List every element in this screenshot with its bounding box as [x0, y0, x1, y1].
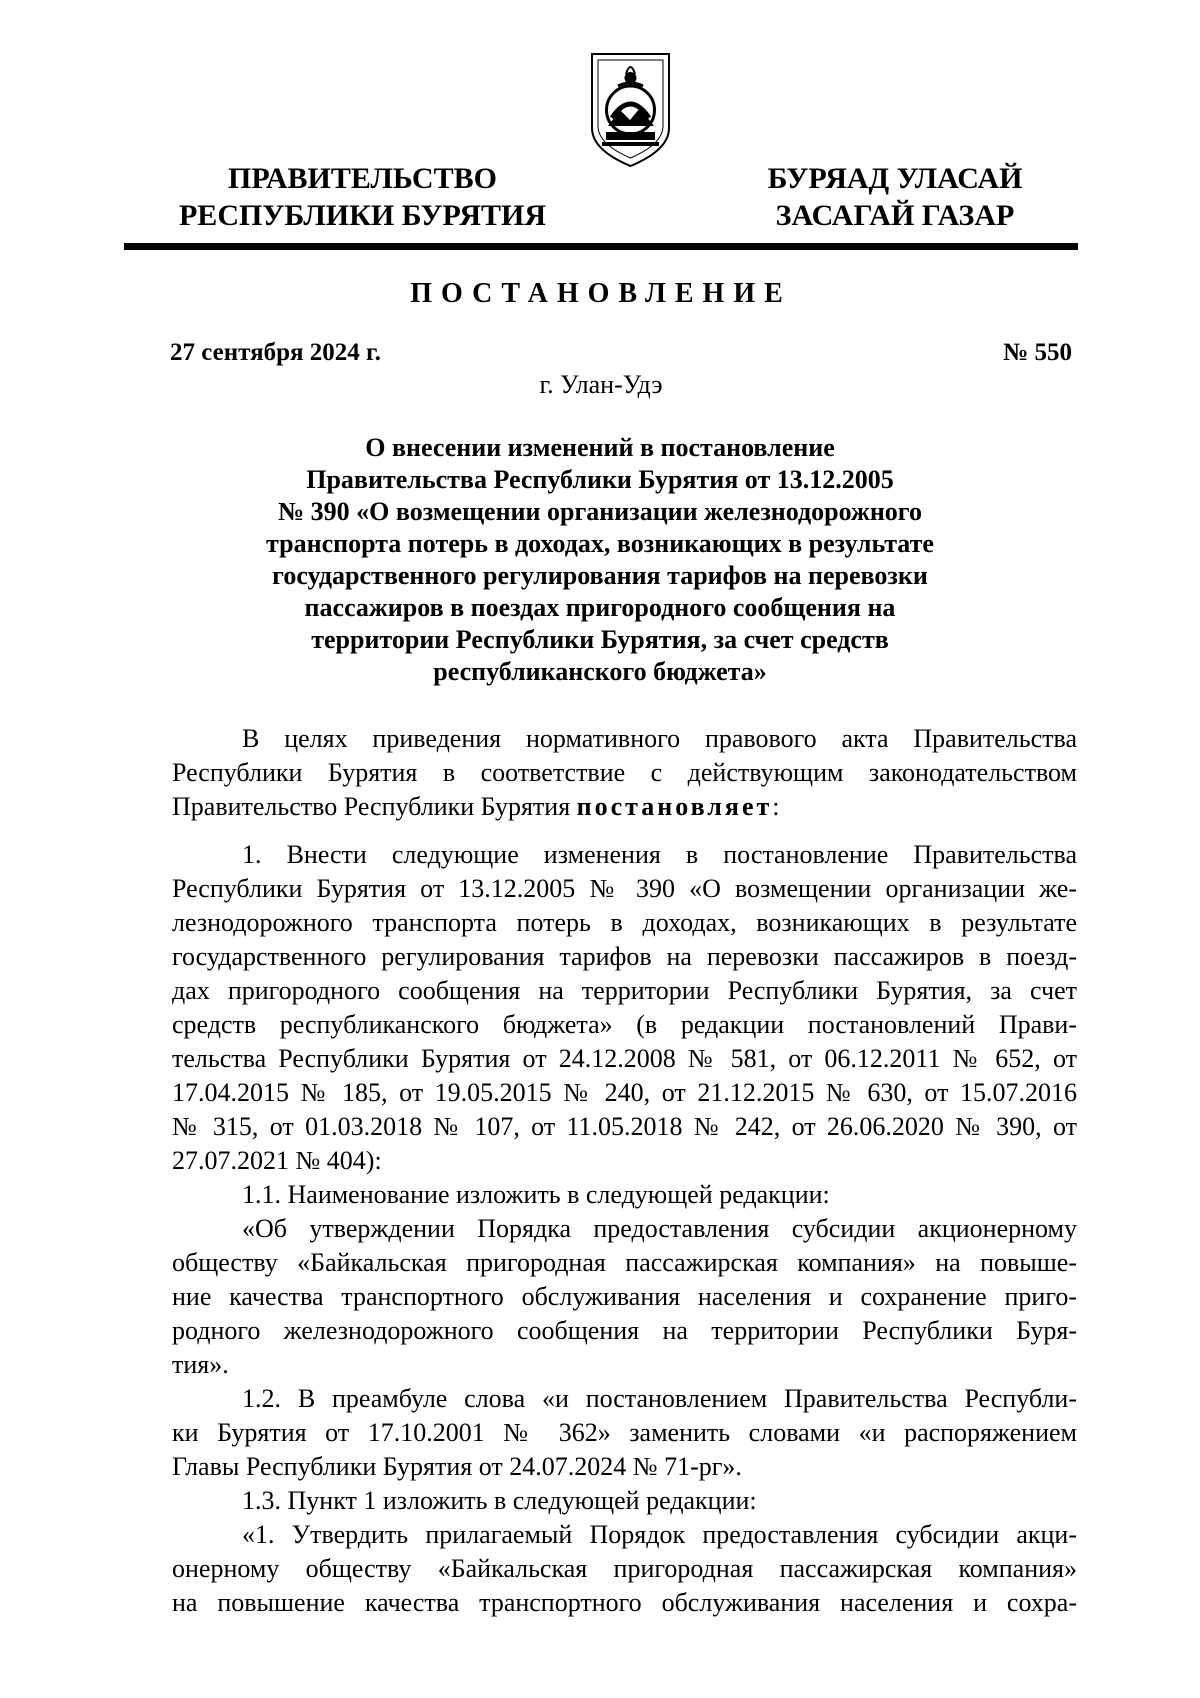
preamble-colon: :: [772, 792, 780, 821]
item-1-3-quote-line: на повышение качества транспортного обслуживания населения и сохра-: [172, 1588, 1077, 1617]
item-1-3: 1.3. Пункт 1 изложить в следующей редакции:: [242, 1486, 757, 1515]
document-date: 27 сентября 2024 г.: [170, 339, 381, 366]
preamble-verb: постановляет: [576, 792, 773, 821]
paragraph-1-line: тельства Республики Бурятия от 24.12.2008 № 581, от 06.12.2011 № 652, от: [172, 1044, 1077, 1073]
preamble-line: В целях приведения нормативного правового акта Правительства: [242, 724, 1077, 753]
header-left-line-1: ПРАВИТЕЛЬСТВО: [228, 162, 497, 195]
item-1-1-quote-line: обществу «Байкальская пригородная пассажирская компания» на повыше-: [172, 1248, 1077, 1277]
paragraph-1-line: Республики Бурятия от 13.12.2005 № 390 «О возмещении организации же-: [172, 874, 1077, 903]
preamble-line: [172, 790, 1077, 824]
title-line: территории Республики Бурятия, за счет средств: [311, 625, 889, 654]
item-1-1-quote-line: «Об утверждении Порядка предоставления субсидии акционерному: [242, 1214, 1077, 1243]
title-line: № 390 «О возмещении организации железнодорожного: [278, 497, 922, 526]
document-number: № 550: [1003, 339, 1072, 366]
paragraph-1-line: лезнодорожного транспорта потерь в доходах, возникающих в результате: [172, 908, 1077, 937]
document-title: [200, 432, 1000, 688]
item-1-2-line: ки Бурятия от 17.10.2001 № 362» заменить словами «и распоряжением: [172, 1418, 1077, 1447]
header-left-line-2: РЕСПУБЛИКИ БУРЯТИЯ: [178, 199, 547, 232]
item-1-2-line: Главы Республики Бурятия от 24.07.2024 № 71-рг».: [172, 1452, 742, 1481]
paragraph-1-line: дах пригородного сообщения на территории Республики Бурятия, за счет: [172, 976, 1077, 1005]
document-city: г. Улан-Удэ: [539, 370, 663, 399]
document-type: ПОСТАНОВЛЕНИЕ: [410, 278, 792, 309]
paragraph-1-line: государственного регулирования тарифов на перевозки пассажиров в поезд-: [172, 942, 1077, 971]
item-1-1: 1.1. Наименование изложить в следующей редакции:: [242, 1180, 830, 1209]
item-1-1-quote-line: родного железнодорожного сообщения на территории Республики Буря-: [172, 1316, 1077, 1345]
government-name-buryat: [760, 160, 1030, 234]
title-line: государственного регулирования тарифов на перевозки: [272, 561, 928, 590]
header-divider: [124, 243, 1078, 250]
paragraph-1-line: 27.07.2021 № 404):: [172, 1146, 382, 1175]
item-1-2-line: 1.2. В преамбуле слова «и постановлением Правительства Республи-: [242, 1384, 1077, 1413]
title-line: республиканского бюджета»: [433, 657, 767, 686]
government-name-russian: [170, 160, 555, 234]
paragraph-1-line: 1. Внести следующие изменения в постановление Правительства: [242, 840, 1077, 869]
preamble-subject: Правительство Республики Бурятия: [172, 792, 571, 821]
coat-of-arms-icon: [588, 50, 673, 170]
item-1-1-quote-line: тия».: [172, 1350, 229, 1379]
paragraph-1-line: 17.04.2015 № 185, от 19.05.2015 № 240, от 21.12.2015 № 630, от 15.07.2016: [172, 1078, 1077, 1107]
item-1-1-quote-line: ние качества транспортного обслуживания населения и сохранение приго-: [172, 1282, 1077, 1311]
document-body: [172, 722, 1077, 1620]
title-line: Правительства Республики Бурятия от 13.12.2005: [306, 465, 894, 494]
header-right-line-2: ЗАСАГАЙ ГАЗАР: [775, 199, 1015, 232]
paragraph-1-line: средств республиканского бюджета» (в редакции постановлений Прави-: [172, 1010, 1077, 1039]
title-line: транспорта потерь в доходах, возникающих в результате: [266, 529, 934, 558]
title-line: пассажиров в поездах пригородного сообщения на: [304, 593, 896, 622]
title-line: О внесении изменений в постановление: [365, 433, 835, 462]
item-1-3-quote-line: «1. Утвердить прилагаемый Порядок предоставления субсидии акци-: [242, 1520, 1077, 1549]
header-right-line-1: БУРЯАД УЛАСАЙ: [767, 162, 1023, 195]
preamble-line: Республики Бурятия в соответствие с действующим законодательством: [172, 758, 1077, 787]
item-1-3-quote-line: онерному обществу «Байкальская пригородная пассажирская компания»: [172, 1554, 1077, 1583]
paragraph-1-line: № 315, от 01.03.2018 № 107, от 11.05.2018 № 242, от 26.06.2020 № 390, от: [172, 1112, 1077, 1141]
